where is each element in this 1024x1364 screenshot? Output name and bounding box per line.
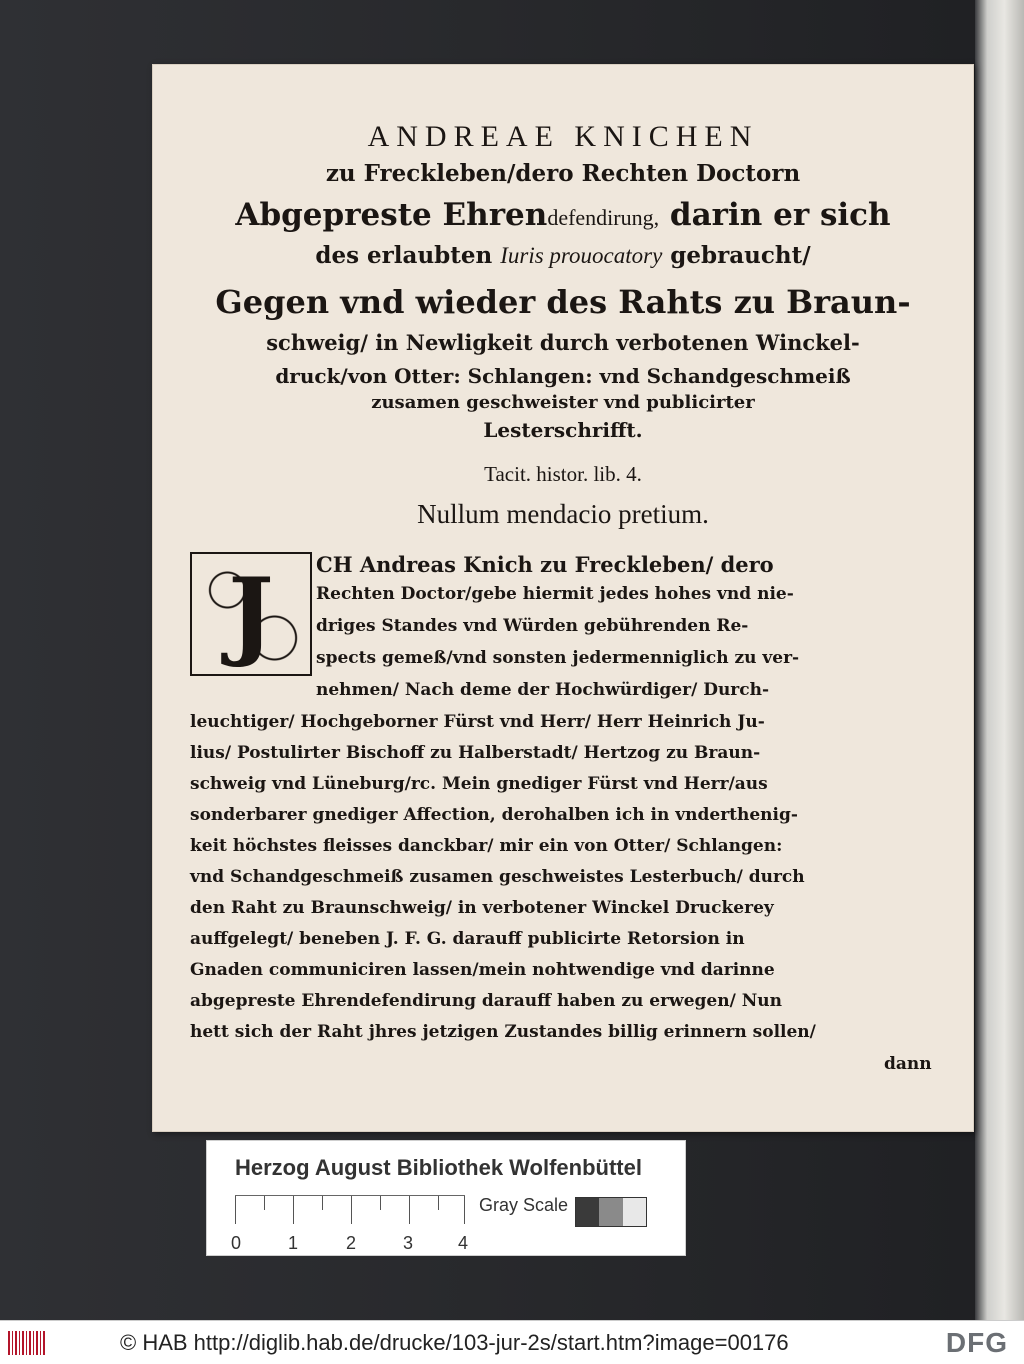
- gray-swatch: [599, 1198, 622, 1226]
- ruler-tick: [464, 1196, 465, 1224]
- ruler-tick: [380, 1196, 381, 1210]
- catchword: dann: [884, 1054, 932, 1074]
- title-line-2: [152, 244, 974, 267]
- subtitle-line: druck/von Otter: Schlangen: vnd Schandgeschmeiß: [275, 364, 851, 388]
- body-line: vnd Schandgeschmeiß zusamen geschweistes Lesterbuch/ durch: [190, 867, 805, 887]
- body-line: Rechten Doctor/gebe hiermit jedes hohes vnd nie-: [316, 584, 794, 604]
- ruler-number: 2: [346, 1233, 357, 1253]
- title-part-defendirung: defendirung,: [547, 205, 660, 230]
- ruler-number: 0: [231, 1233, 242, 1253]
- body-line: CH Andreas Knich zu Freckleben/ dero: [316, 552, 774, 577]
- library-name: Herzog August Bibliothek Wolfenbüttel: [235, 1155, 642, 1180]
- subtitle-line: zusamen geschweister vnd publicirter: [371, 392, 755, 413]
- footer-credit-link[interactable]: © HAB http://diglib.hab.de/drucke/103-jur-2s/start.htm?image=00176: [120, 1330, 789, 1355]
- book-edge: [975, 0, 1024, 1320]
- footer-bar: [0, 1320, 1024, 1364]
- printed-page: [152, 64, 974, 1132]
- title-part-erlaubten: des erlaubten: [315, 242, 501, 269]
- ruler-number: 3: [403, 1233, 414, 1253]
- body-line: abgepreste Ehrendefendirung darauff haben zu erwegen/ Nun: [190, 991, 782, 1011]
- title-line-1: [152, 199, 974, 231]
- gray-scale-label: Gray Scale: [479, 1195, 569, 1215]
- body-line: nehmen/ Nach deme der Hochwürdiger/ Durch-: [316, 680, 770, 700]
- motto: Nullum mendacio pretium.: [417, 499, 709, 529]
- ruler-tick: [264, 1196, 265, 1210]
- body-line: driges Standes vnd Würden gebührenden Re-: [316, 616, 749, 636]
- ruler-tick: [409, 1196, 410, 1224]
- body-line: schweig vnd Lüneburg/rc. Mein gnediger Fürst vnd Herr/aus: [190, 774, 768, 794]
- body-line: den Raht zu Braunschweig/ in verbotener Winckel Druckerey: [190, 898, 774, 918]
- subtitle-line: Lesterschrifft.: [483, 418, 643, 442]
- ruler-tick: [235, 1196, 236, 1224]
- body-line: lius/ Postulirter Bischoff zu Halberstadt/ Hertzog zu Braun-: [190, 743, 761, 763]
- ruler-number: 4: [458, 1233, 469, 1253]
- gray-swatch: [623, 1198, 646, 1226]
- ruler-number: 1: [288, 1233, 299, 1253]
- citation: Tacit. histor. lib. 4.: [484, 462, 642, 486]
- subtitle-line: schweig/ in Newligkeit durch verbotenen Winckel-: [266, 330, 860, 355]
- body-line: sonderbarer gnediger Affection, derohalben ich in vnderthenig-: [190, 805, 798, 825]
- subtitle-line: Gegen vnd wieder des Rahts zu Braun-: [215, 283, 911, 321]
- title-part-iuris: Iuris prouocatory: [500, 243, 663, 268]
- ruler-tick: [322, 1196, 323, 1210]
- body-line: hett sich der Raht jhres jetzigen Zustandes billig erinnern sollen/: [190, 1022, 816, 1042]
- author-subheading: zu Freckleben/dero Rechten Doctorn: [325, 160, 801, 187]
- title-part-gebraucht: gebraucht/: [662, 242, 811, 269]
- color-scale-label: [206, 1140, 686, 1256]
- body-line: keit höchstes fleisses danckbar/ mir ein von Otter/ Schlangen:: [190, 836, 783, 856]
- body-line: Gnaden communiciren lassen/mein nohtwendige vnd darinne: [190, 960, 775, 980]
- title-part-ehren: Abgepreste Ehren: [235, 197, 548, 233]
- dfg-logo: DFG: [945, 1327, 1008, 1358]
- title-part-darin: darin er sich: [659, 197, 891, 233]
- hab-barcode-icon: [8, 1331, 46, 1355]
- body-line: leuchtiger/ Hochgeborner Fürst vnd Herr/ Herr Heinrich Ju-: [190, 712, 765, 732]
- ruler-tick: [438, 1196, 439, 1210]
- body-line: auffgelegt/ beneben J. F. G. darauff publicirte Retorsion in: [190, 929, 745, 949]
- decorated-initial: J: [190, 552, 312, 676]
- author-heading: ANDREAE KNICHEN: [367, 120, 759, 153]
- ruler-tick: [293, 1196, 294, 1224]
- gray-swatches: [575, 1197, 647, 1227]
- gray-swatch: [576, 1198, 599, 1226]
- body-line: spects gemeß/vnd sonsten jedermenniglich zu ver-: [316, 648, 800, 668]
- ruler-tick: [351, 1196, 352, 1224]
- cm-ruler: [235, 1195, 465, 1226]
